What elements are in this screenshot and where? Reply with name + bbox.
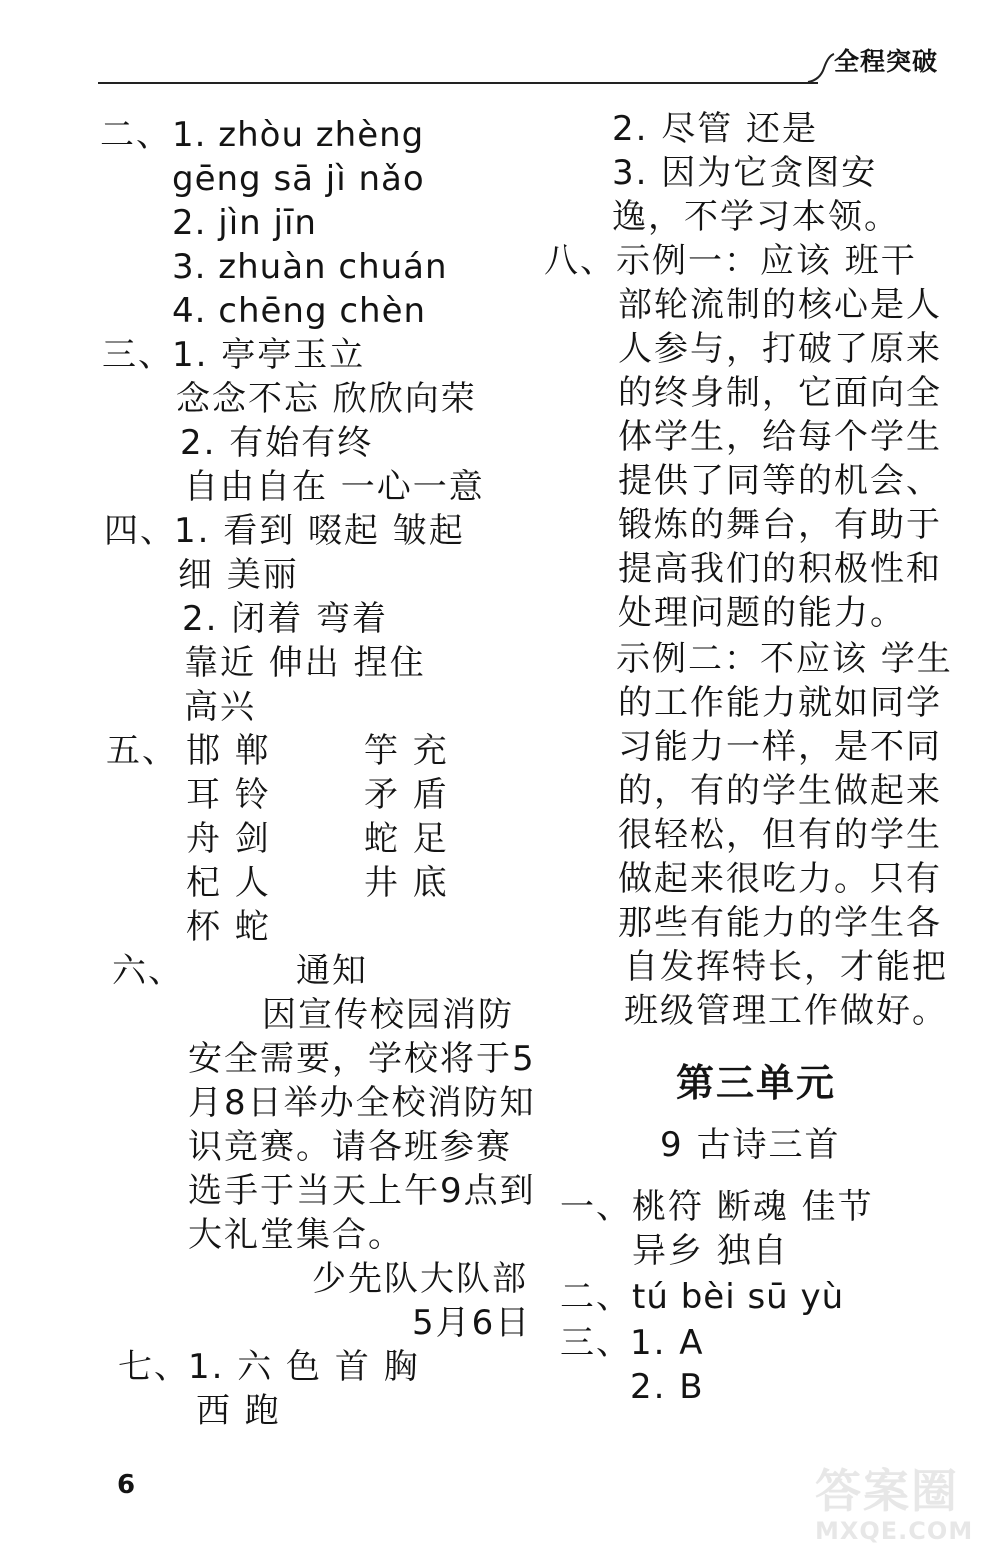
left-s7-line1: 1. 六 色 首 胸 [188, 1347, 420, 1387]
left-s2-line3: 2. jìn jīn [172, 203, 317, 243]
marker-7: 七、 [118, 1347, 190, 1387]
right-s7-line3: 逸，不学习本领。 [612, 197, 900, 237]
header-rule [98, 82, 818, 84]
essay-line: 的工作能力就如同学 [618, 683, 942, 723]
essay-line: 体学生，给每个学生 [618, 417, 942, 457]
essay-line: 习能力一样，是不同 [618, 727, 942, 767]
marker-4: 四、 [104, 511, 176, 551]
left-s7-line2: 西 跑 [196, 1391, 281, 1431]
marker-6: 六、 [112, 951, 184, 991]
marker-5: 五、 [106, 731, 178, 771]
essay-line: 的，有的学生做起来 [618, 771, 942, 811]
watermark-url: MXQE.COM [815, 1517, 974, 1545]
marker-8: 八、 [544, 241, 616, 281]
left-s3-line1: 1. 亭亭玉立 [172, 335, 366, 375]
idiom-pair: 竽 充 [364, 731, 449, 771]
essay-line: 很轻松，但有的学生 [618, 815, 942, 855]
right-q1-line2: 异乡 独自 [632, 1231, 789, 1271]
lesson-title: 9 古诗三首 [660, 1125, 841, 1165]
essay-line: 提高我们的积极性和 [618, 549, 942, 589]
notice-line6: 大礼堂集合。 [188, 1215, 404, 1255]
left-s2-line2: gēng sā jì nǎo [172, 159, 425, 199]
notice-line1: 因宣传校园消防 [262, 995, 514, 1035]
left-s3-line4: 自由自在 一心一意 [184, 467, 485, 507]
essay-line: 示例一：应该 班干 [616, 241, 917, 281]
essay-line: 做起来很吃力。只有 [618, 859, 942, 899]
notice-line2: 安全需要，学校将于5 [188, 1039, 536, 1079]
idiom-pair: 耳 铃 [186, 775, 271, 815]
unit-heading: 第三单元 [676, 1061, 837, 1105]
left-s4-line2: 细 美丽 [178, 555, 299, 595]
left-s4-line1: 1. 看到 啜起 皱起 [174, 511, 465, 551]
idiom-pair: 杞 人 [186, 863, 271, 903]
right-s7-line2: 3. 因为它贪图安 [612, 153, 878, 193]
left-s4-line4: 靠近 伸出 捏住 [184, 643, 426, 683]
page-number: 6 [117, 1470, 136, 1500]
essay-line: 自发挥特长，才能把 [624, 947, 948, 987]
notice-date: 5月6日 [412, 1303, 532, 1343]
essay-line: 处理问题的能力。 [618, 593, 906, 633]
essay-line: 班级管理工作做好。 [624, 991, 948, 1031]
essay-line: 提供了同等的机会、 [618, 461, 942, 501]
idiom-pair: 井 底 [364, 863, 449, 903]
notice-line3: 月8日举办全校消防知 [188, 1083, 536, 1123]
idiom-pair: 邯 郸 [186, 731, 271, 771]
essay-line: 人参与，打破了原来 [618, 329, 942, 369]
right-q3-line2: 2. B [630, 1367, 705, 1407]
idiom-pair: 矛 盾 [364, 775, 449, 815]
left-s3-line2: 念念不忘 欣欣向荣 [176, 379, 477, 419]
notice-line5: 选手于当天上午9点到 [188, 1171, 536, 1211]
notice-line4: 识竞赛。请各班参赛 [188, 1127, 512, 1167]
left-s3-line3: 2. 有始有终 [180, 423, 374, 463]
left-s4-line3: 2. 闭着 弯着 [182, 599, 389, 639]
watermark [815, 1455, 974, 1545]
left-s2-line5: 4. chēng chèn [172, 291, 427, 331]
header-brand: 全程突破 [834, 47, 939, 76]
idiom-pair: 杯 蛇 [186, 907, 271, 947]
marker-3: 三、 [102, 335, 174, 375]
essay-line: 锻炼的舞台，有助于 [618, 505, 942, 545]
header-flourish-icon [806, 52, 836, 84]
right-q2-line1: tú bèi sū yù [632, 1277, 845, 1317]
left-s2-line1: 1. zhòu zhèng [172, 115, 425, 155]
marker-r1: 一、 [560, 1187, 632, 1227]
essay-line: 部轮流制的核心是人 [618, 285, 942, 325]
essay-line: 示例二：不应该 学生 [616, 639, 953, 679]
notice-signature: 少先队大队部 [312, 1259, 528, 1299]
left-s4-line5: 高兴 [184, 687, 256, 727]
idiom-pair: 蛇 足 [364, 819, 449, 859]
notice-title: 通知 [296, 951, 368, 991]
right-q1-line1: 桃符 断魂 佳节 [632, 1187, 874, 1227]
essay-line: 那些有能力的学生各 [618, 903, 942, 943]
marker-r3: 三、 [560, 1323, 632, 1363]
right-q3-line1: 1. A [630, 1323, 705, 1363]
right-s7-line1: 2. 尽管 还是 [612, 109, 819, 149]
watermark-logo: 答案圈 [815, 1464, 959, 1518]
left-s2-line4: 3. zhuàn chuán [172, 247, 448, 287]
idiom-pair: 舟 剑 [186, 819, 271, 859]
marker-r2: 二、 [560, 1277, 632, 1317]
marker-2: 二、 [100, 115, 172, 155]
essay-line: 的终身制，它面向全 [618, 373, 942, 413]
